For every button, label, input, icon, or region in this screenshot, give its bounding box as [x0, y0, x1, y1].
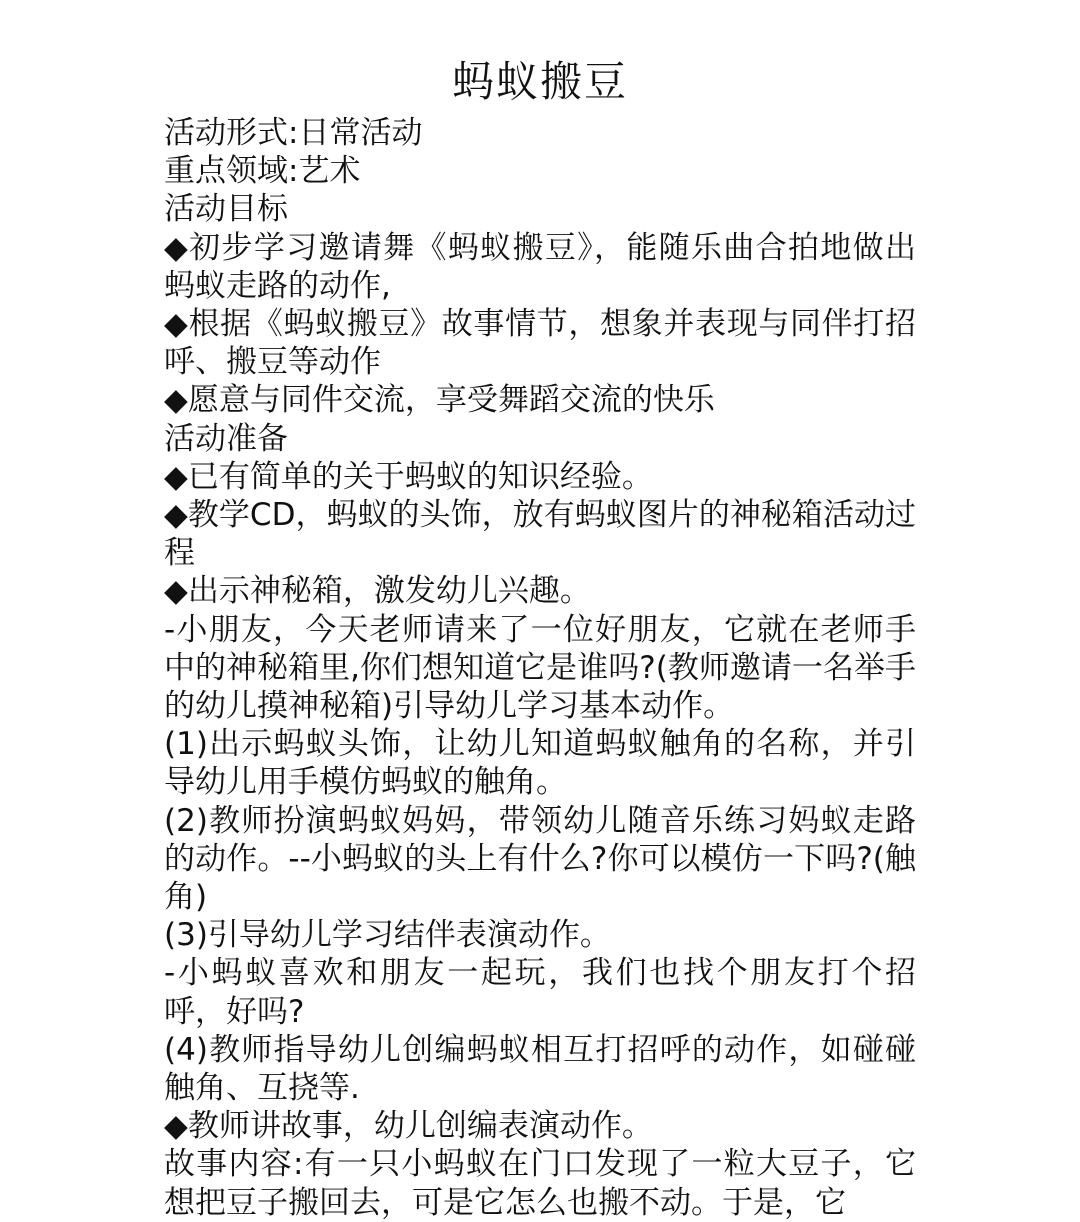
paragraph-goal-1: ◆初步学习邀请舞《蚂蚁搬豆》，能随乐曲合拍地做出蚂蚁走路的动作, — [164, 229, 916, 304]
document-page — [164, 50, 916, 1222]
paragraph-step-3: (3)引导幼儿学习结伴表演动作。 — [164, 917, 611, 954]
document-title: 蚂蚁搬豆 — [451, 57, 628, 106]
paragraph-teacher-intro: -小朋友，今天老师请来了一位好朋友，它就在老师手中的神秘箱里,你们想知道它是谁吗?(教师邀请一名举手的幼儿摸神秘箱)引导幼儿学习基本动作。 — [164, 611, 916, 725]
paragraph-step-2: (2)教师扮演蚂蚁妈妈，带领幼儿随音乐练习妈蚁走路的动作。--小蚂蚁的头上有什么?你可以模仿一下吗?(触角) — [164, 802, 916, 916]
paragraph-step-1: (1)出示蚂蚁头饰，让幼儿知道蚂蚁触角的名称，并引导幼儿用手模仿蚂蚁的触角。 — [164, 726, 916, 801]
paragraph-prep-1: ◆已有简单的关于蚂蚁的知识经验。 — [164, 458, 653, 495]
paragraph-story-content: 故事内容:有一只小蚂蚁在门口发现了一粒大豆子，它想把豆子搬回去，可是它怎么也搬不动。于是，它 — [164, 1146, 916, 1221]
heading-activity-prep: 活动准备 — [164, 420, 288, 457]
document-body — [164, 114, 916, 1222]
paragraph-process-1: ◆出示神秘箱，激发幼儿兴趣。 — [164, 573, 591, 610]
paragraph-step-4: (4)教师指导幼儿创编蚂蚁相互打招呼的动作，如碰碰触角、互挠等. — [164, 1031, 916, 1107]
paragraph-activity-form: 活动形式:日常活动 — [164, 115, 423, 151]
paragraph-goal-3: ◆愿意与同件交流，享受舞蹈交流的快乐 — [164, 382, 715, 419]
paragraph-prep-2: ◆教学CD，蚂蚁的头饰，放有蚂蚁图片的神秘箱活动过程 — [164, 497, 916, 572]
paragraph-step-3-dialog: -小蚂蚁喜欢和朋友一起玩，我们也找个朋友打个招呼，好吗? — [164, 955, 916, 1030]
paragraph-goal-2: ◆根据《蚂蚁搬豆》故事情节，想象并表现与同伴打招呼、搬豆等动作 — [164, 306, 916, 381]
heading-activity-goals: 活动目标 — [164, 191, 288, 228]
paragraph-process-2: ◆教师讲故事，幼儿创编表演动作。 — [164, 1108, 653, 1145]
paragraph-key-domain: 重点领域:艺术 — [164, 153, 361, 190]
